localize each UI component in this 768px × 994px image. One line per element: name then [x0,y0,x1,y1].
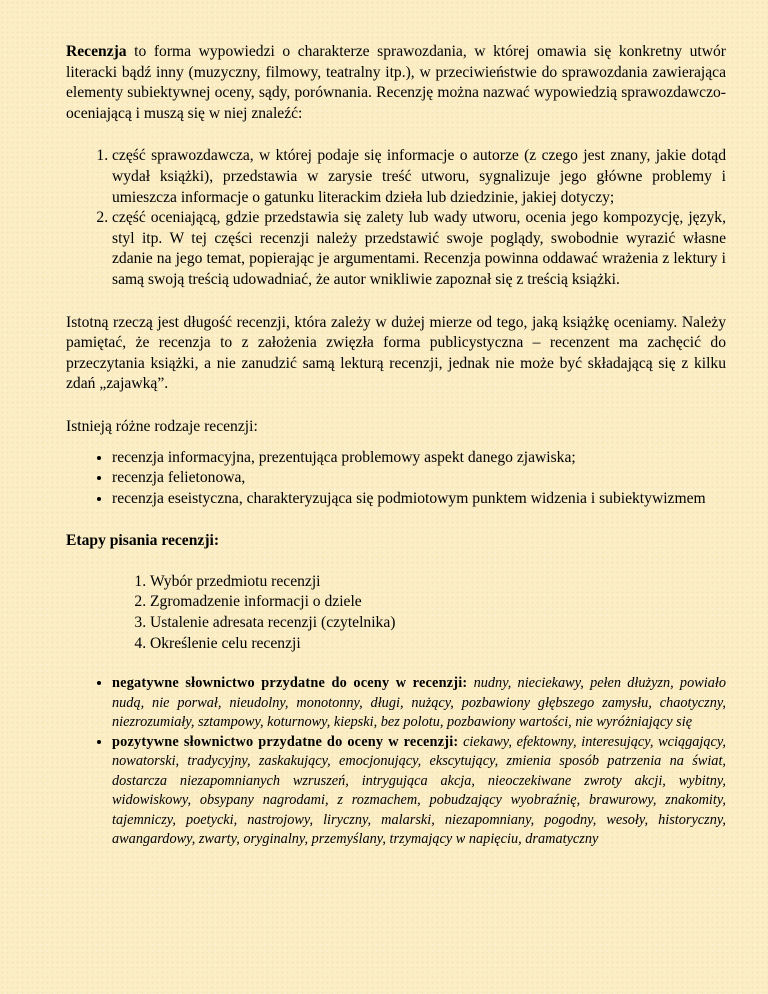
length-paragraph: Istotną rzeczą jest długość recenzji, która zależy w dużej mierze od tego, jaką książkę oceniamy. Należy pamiętać, że recenzja to z założenia zwięzła forma publicystyczna – recenzent ma zachęcić do przeczytania książki, a nie zanudzić samą lekturą recenzji, jednak nie może być składającą się z kilku zdań „zajawką”. [66,313,726,393]
review-types-list [66,448,726,510]
document-page [66,42,726,850]
list-item: 3. Ustalenie adresata recenzji (czytelnika) [150,613,726,634]
vocabulary-words: ciekawy, efektowny, interesujący, wciągający, nowatorski, tradycyjny, zaskakujący, emocjonujący, ekscytujący, zmienia sposób patrzenia na świat, dostarcza niezapomnianych wzruszeń, intrygująca akcja, nieoczekiwane zwroty akcji, wybitny, widowiskowy, obsypany nagrodami, z rozmachem, pobudzający wyobraźnię, brawurowy, znakomity, tajemniczy, poetycki, nastrojowy, liryczny, malarski, niezapomniany, pogodny, wesoły, historyczny, awangardowy, zwarty, oryginalny, przemyślany, trzymający w napięciu, dramatyczny [112,733,727,848]
vocabulary-list [66,674,726,850]
list-item: 1. część sprawozdawcza, w której podaje się informacje o autorze (z czego jest znany, jakie dotąd wydał książki), przedstawia w zarysie treść utworu, sygnalizuje jego główne problemy i umieszcza informacje o gatunku literackim dzieła lub dziedzinie, jakiej dotyczy; [112,146,726,208]
intro-term: Recenzja [66,43,127,60]
list-item: • recenzja informacyjna, prezentująca problemowy aspekt danego zjawiska; [112,448,726,469]
negative-vocabulary-item [112,674,726,733]
stages-heading: Etapy pisania recenzji: [66,532,220,550]
vocabulary-heading: negatywne słownictwo przydatne do oceny w recenzji: [112,675,468,692]
types-intro: Istnieją różne rodzaje recenzji: [66,417,258,435]
list-item: 1. Wybór przedmiotu recenzji [150,572,726,593]
list-item: 4. Określenie celu recenzji [150,634,726,655]
vocabulary-heading: pozytywne słownictwo przydatne do oceny w recenzji: [112,733,459,750]
list-item: 2. Zgromadzenie informacji o dziele [150,592,726,613]
list-item: • recenzja eseistyczna, charakteryzująca się podmiotowym punktem widzenia i subiektywizmem [112,489,726,510]
intro-text: to forma wypowiedzi o charakterze sprawozdania, w której omawia się konkretny utwór literacki bądź inny (muzyczny, filmowy, teatralny itp.), w przeciwieństwie do sprawozdania zawierająca elementy subiektywnej oceny, sądy, porównania. Recenzję można nazwać wypowiedzią sprawozdawczo-oceniającą i muszą się w niej znaleźć: [66,43,726,122]
list-item: 2. część oceniającą, gdzie przedstawia się zalety lub wady utworu, ocenia jego kompozycję, język, styl itp. W tej części recenzji należy przedstawić swoje poglądy, swobodnie wyrazić własne zdanie na jego temat, popierając je argumentami. Recenzja powinna oddawać wrażenia z lektury i samą swoją treścią udowadniać, że autor wnikliwie zapoznał się z treścią książki. [112,208,726,290]
intro-paragraph [66,42,726,124]
review-parts-list [66,146,726,290]
stages-list [66,572,726,654]
vocabulary-words: nudny, nieciekawy, pełen dłużyzn, powiało nudą, nie porwał, nieudolny, monotonny, długi, nużący, pozbawiony głębszego zamysłu, chaotyczny, niezrozumiały, sztampowy, koturnowy, kiepski, bez polotu, pozbawiony wartości, nie wyróżniający się [112,675,727,731]
positive-vocabulary-item [112,733,726,850]
list-item: • recenzja felietonowa, [112,468,726,489]
